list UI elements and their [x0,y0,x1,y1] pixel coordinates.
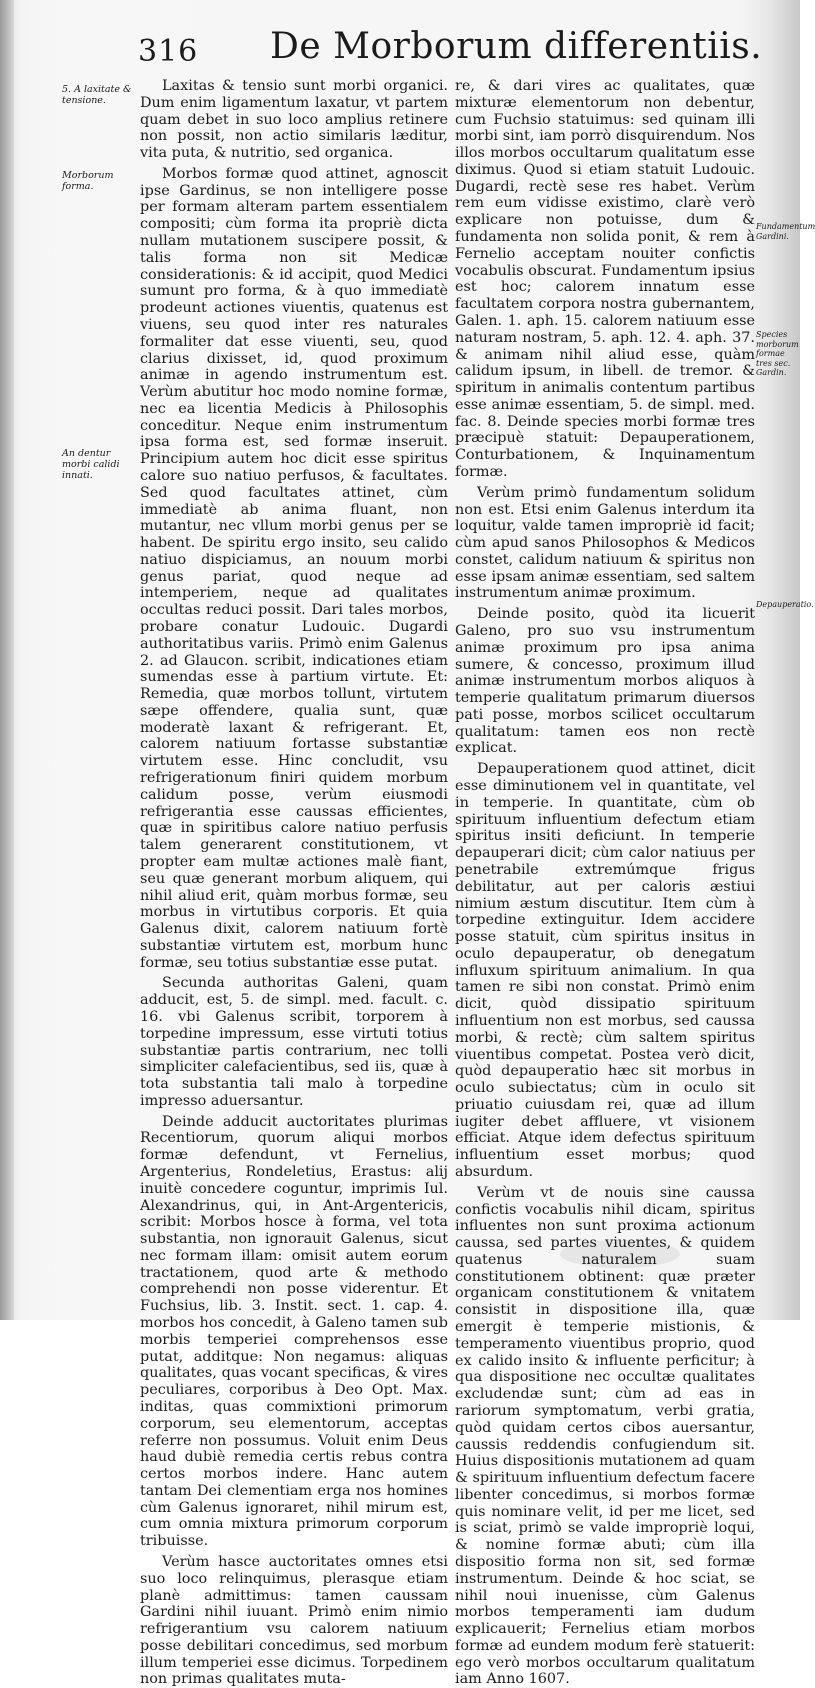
left-text-column [140,78,448,1688]
paragraph: Morbos formæ quod attinet, agnoscit ipse Gardinus, se non intelligere posse per formam alteram partem essentialem compositi; cùm forma ita propriè dicta nullam mutationem suscipere possit, & talis forma non sit Medicæ considerationis: & id accipit, quod Medici sumunt pro forma, & à quo immediatè prodeunt actiones viuentis, quatenus est viuens, seu quod inter res naturales formaliter dat esse viuenti, seu, quod clarius dixisset, id, quod proximum animæ in agendo instrumentum est. Verùm abutitur hoc modo nomine formæ, nec ea licentia Medicis à Philosophis conceditur. Neque enim instrumentum ipsa forma est, sed formæ inseruit. Principium autem hoc dicit esse spiritus calore suo natiuo perfusos, & facultates. Sed quod facultates attinet, cùm immediatè ab anima fluant, non mutantur, nec vllum morbi genus per se habent. De spiritu ergo insito, seu calido natiuo dispiciamus, an nouum morbi genus pariat, quod neque ad intemperiem, neque ad qualitates occultas reduci possit. Dari tales morbos, probare conatur Ludouic. Dugardi authoritatibus variis. Primò enim Galenus 2. ad Glaucon. scribit, indicationes etiam sumendas esse à partium virtute. Et: Remedia, quæ morbos tollunt, virtutem sæpe offendere, qualia sunt, quæ moderatè laxant & refrigerant. Et, calorem natiuum fortasse substantiæ virtutem esse. Hinc concludit, vsu refrigerationum finiri quidem morbum calidum posse, verùm eiusmodi refrigerantia esse caussas efficientes, quæ in spiritibus calore natiuo perfusis talem generarent constitutionem, vt propter eam multæ actiones malè fiant, seu quæ generant morbum aliquem, qui nihil aliud erit, quàm morbus formæ, seu morbus in virtutibus corporis. Et quia Galenus dixit, calorem natiuum fortè substantiæ virtutem est, morbum hunc formæ, seu totius substantiæ esse putat. [140,165,448,971]
paragraph: Verùm hasce auctoritates omnes etsi suo loco relinquimus, plerasque etiam planè admittimus: tamen caussam Gardini nihil iuuant. Primò enim nimio refrigerantium vsu calorem natiuum posse debilitari concedimus, sed morbum illum temperiei esse dicimus. Torpedinem non primas qualitates muta- [140,1553,448,1688]
paragraph: Deinde posito, quòd ita licuerit Galeno, pro suo vsu instrumentum animæ proximum pro ipsa anima sumere, & concesso, proximum illud animæ instrumentum morbos aliquos à temperie qualitatum primarum diuersos pati posse, morbos scilicet occultarum qualitatum: tamen eos non rectè explicat. [455,606,755,757]
margin-note-fundamentum: Fundamentum Gardini. [756,222,815,241]
paragraph: Laxitas & tensio sunt morbi organici. Dum enim ligamentum laxatur, vt partem quam debet in suo loco amplius retinere non possit, non actio similaris læditur, vita puta, & nutritio, sed organica. [140,78,448,162]
paragraph: Secunda authoritas Galeni, quam adducit, est, 5. de simpl. med. facult. c. 16. vbi Galenus scribit, torporem à torpedine impressum, esse virtuti totius substantiæ partis contrarium, nec tolli simpliciter calefacientibus, sed iis, quæ à tota substantia tali malo à torpedine impresso aduersantur. [140,975,448,1109]
paragraph: re, & dari vires ac qualitates, quæ mixturæ elementorum non debentur, cum Fuchsio statuimus: sed quinam illi morbi sint, iam porrò disquirendum. Nos illos morbos occultarum qualitatum esse diximus. Quod si etiam statuit Ludouic. Dugardi, rectè sese res habet. Verùm rem eum vidisse existimo, clarè verò explicare non potuisse, dum & fundamenta non solida ponit, & rem à Fernelio acceptam nouiter confictis vocabulis obscurat. Fundamentum ipsius est hoc; calorem innatum esse facultatem corpora nostra gubernantem, Galen. 1. aph. 15. calorem natiuum esse naturam nostram, 5. aph. 12. 4. aph. 37. & animam nihil aliud esse, quàm calidum ipsum, in libell. de tremor. & spiritum in animalis contentum partibus esse animæ essentiam, 5. de simpl. med. fac. 8. Deinde species morbi formæ tres præcipuè statuit: Depauperationem, Conturbationem, & Inquinamentum formæ. [455,78,755,480]
paragraph: Verùm primò fundamentum solidum non est. Etsi enim Galenus interdum ita loquitur, valde tamen impropriè id facit; cùm apud sanos Philosophos & Medicos constet, calidum natiuum & spiritus non esse ipsam animæ essentiam, sed saltem instrumentum animæ proximum. [455,484,755,602]
margin-note-morbi-calidi: An dentur morbi calidi innati. [62,448,120,481]
margin-note-depauperatio: Depauperatio. [756,600,814,609]
paragraph: Depauperationem quod attinet, dicit esse diminutionem vel in quantitate, vel in temperie. In quantitate, cùm ob spirituum influentium defectum etiam spiritus insiti deficiunt. In temperie depauperari dicit; cùm calor natiuus per penetrabile extremúmque frigus debilitatur, aut per caloris æstiui nimium æstum discutitur. Item cùm à torpedine extinguitur. Idem accidere posse statuit, cùm spiritus insitus in oculo depauperatur, ob denegatum influxum spirituum animalium. In qua tamen re sibi non constat. Primò enim dicit, quòd dissipatio spirituum influentium non est morbus, sed caussa morbi, & rectè; cùm saltem spiritus viuentibus competat. Postea verò dicit, quòd depauperatio hæc sit morbus in oculo subiectatus; cùm in oculo sit priuatio cuiusdam rei, quæ ad illum iugiter debet affluere, vt visionem efficiat. Atque idem defectus spirituum influentium esset morbus; quod absurdum. [455,761,755,1180]
paragraph: Verùm vt de nouis sine caussa confictis vocabulis nihil dicam, spiritus influentes non sunt proxima actionum caussa, sed partes viuentes, & quidem quatenus naturalem suam constitutionem obtinent: quæ præter organicam constitutionem & vnitatem consistit in dispositione illa, quæ emergit è temperie mistionis, & temperamento viuentibus proprio, quod ex calido insito & influente perficitur; à qua dispositione nec occultæ qualitates excludendæ sunt; cùm ad eas in rariorum symptomatum, verbi gratia, quòd quidam certos cibos auersantur, caussis reddendis confugiendum sit. Huius dispositionis mutationem ad quam & spirituum influentium defectum facere libenter concedimus, si morbos formæ quis nominare velit, id per me licet, sed is sciat, primò se valde impropriè loqui, & nomine formæ abuti; cùm illa dispositio forma non sit, sed formæ instrumentum. Deinde & hoc sciat, se nihil noui inuenisse, cùm Galenus morbos temperamenti iam dudum explicauerit; Fernelius etiam morbos formæ ad eundem modum ferè statuerit: ego verò morbos occultarum qualitatum iam Anno 1607. [455,1184,755,1688]
margin-note-laxitate: 5. A laxitate & tensione. [62,84,132,106]
margin-note-species: Species morborum formae tres sec. Gardin. [756,330,799,377]
page-number: 316 [138,34,199,69]
book-spine-shadow [0,0,14,1320]
margin-note-morborum-forma: Morborum forma. [62,170,114,192]
running-title: De Morborum differentiis. [270,26,763,67]
paragraph: Deinde adducit auctoritates plurimas Recentiorum, quorum aliqui morbos formæ defendunt, vt Fernelius, Argenterius, Rondeletius, Erastus: alij inuitè concedere coguntur, imprimis Iul. Alexandrinus, qui, in Ant-Argentericis, scribit: Morbos hosce à forma, vel tota substantia, non ignorauit Galenus, sicut nec formam illam: omisit autem eorum tractationem, quod arte & methodo comprehendi non posse viderentur. Et Fuchsius, lib. 3. Instit. sect. 1. cap. 4. morbos hos concedit, à Galeno tamen sub morbis temperiei comprehensos esse putat, additque: Non negamus: aliquas qualitates, quas vocant specificas, & vires peculiares, corporibus à Deo Opt. Max. inditas, quas commixtioni primorum corporum, seu elementorum, acceptas referre non possumus. Voluit enim Deus haud dubiè remedia certis rebus contra certos morbos indere. Hanc autem tantam Dei clementiam erga nos homines cùm Galenus ignoraret, nihil mirum est, cum omnia mixtura primorum corporum tribuisse. [140,1113,448,1550]
right-text-column [455,78,755,1688]
